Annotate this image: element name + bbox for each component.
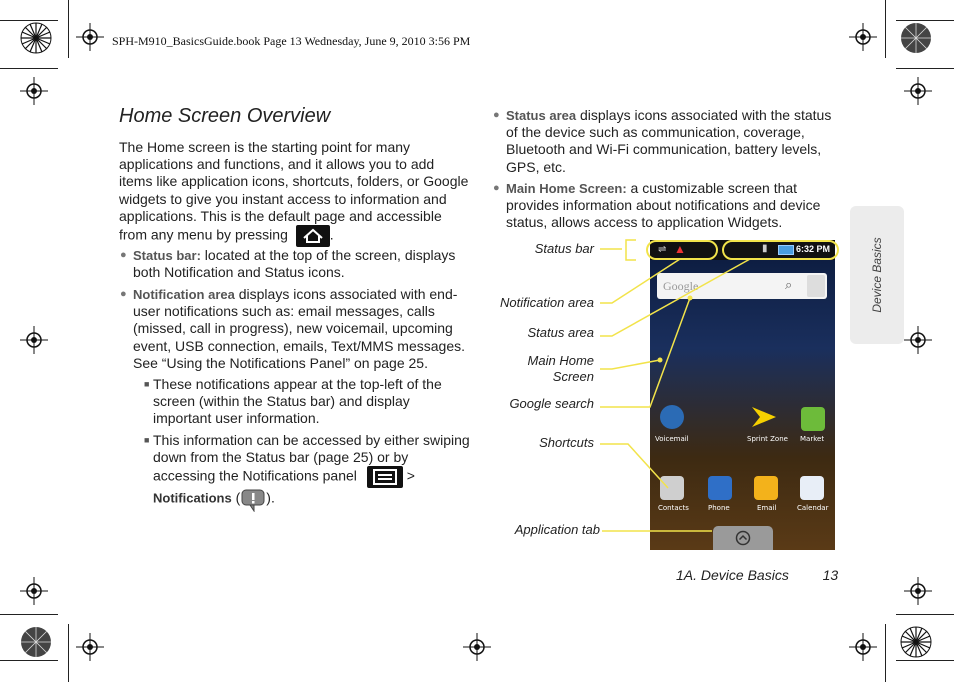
- signal-icon: ▮: [762, 243, 768, 254]
- print-header: SPH-M910_BasicsGuide.book Page 13 Wednesday, June 9, 2010 3:56 PM: [112, 34, 471, 48]
- callout-status-bar: Status bar: [534, 241, 594, 256]
- callout-shortcuts: Shortcuts: [539, 435, 594, 450]
- intro-text: The Home screen is the starting point for many applications and functions, and it allows you to add items like application icons, shortcuts, folders, or Google widgets to give you instant access to information and applications. This is the default page and accessible from any menu by pressing: [119, 139, 469, 243]
- bullet-text: displays icons associated with end-user notifications such as: email messages, calls (missed, call in progress), new voicemail, upcoming event, USB connection, emails, Text/MMS messages. See “Using the Notifications Panel” on page 25.: [133, 286, 465, 371]
- page-number: 13: [822, 567, 839, 583]
- page-footer: [676, 567, 838, 583]
- bullet-text: located at the top of the screen, displays both Notification and Status icons.: [133, 247, 456, 281]
- chapter-side-tab-label: Device Basics: [870, 237, 884, 313]
- bullet-term: Status area: [506, 108, 577, 123]
- bullet-term: Status bar:: [133, 248, 201, 263]
- phone-time: 6:32 PM: [796, 244, 831, 254]
- sub-bullet-text: This information can be accessed by either swiping down from the Status bar (page 25) or by accessing the Notifications panel: [153, 432, 470, 485]
- app-label: Phone: [708, 504, 730, 512]
- bullet-dot-icon: ●: [120, 249, 127, 261]
- chapter-side-tab: [850, 206, 904, 344]
- bullet-dot-icon: ●: [120, 288, 127, 300]
- sub-bullet-text: These notifications appear at the top-left of the screen (within the Status bar) and display important user information.: [153, 376, 442, 427]
- callout-main-home-line1: Main Home: [527, 353, 594, 368]
- google-search-placeholder: Google: [663, 279, 699, 293]
- intro-end: .: [329, 226, 334, 243]
- warning-icon: ▲: [674, 242, 686, 256]
- gt-sign: >: [406, 468, 415, 485]
- app-label: Contacts: [658, 504, 689, 512]
- page-title: Home Screen Overview: [119, 105, 331, 127]
- square-bullet-icon: ■: [144, 379, 150, 389]
- shortcut-label: Market: [800, 435, 825, 443]
- callout-application-tab: Application tab: [514, 522, 600, 537]
- bullet-term: Notification area: [133, 287, 235, 302]
- bullet-text: a customizable screen that provides information about notifications and device status, allows access to application Widgets.: [506, 180, 821, 231]
- bullet-text: displays icons associated with the status of the device such as communication, coverage, Bluetooth and Wi-Fi communication, battery levels, GPS, etc.: [506, 107, 832, 175]
- square-bullet-icon: ■: [144, 435, 150, 445]
- shortcut-label: Sprint Zone: [747, 435, 788, 443]
- bullet-dot-icon: ●: [493, 182, 500, 194]
- callout-main-home-line2: Screen: [552, 369, 594, 384]
- footer-section: 1A. Device Basics: [676, 567, 789, 583]
- bullet-term: Main Home Screen:: [506, 181, 627, 196]
- open-paren: (: [231, 490, 241, 507]
- bullet-dot-icon: ●: [493, 109, 500, 121]
- app-label: Calendar: [797, 504, 829, 512]
- callout-google-search: Google search: [509, 396, 594, 411]
- shortcut-label: Voicemail: [655, 435, 689, 443]
- search-icon[interactable]: ⌕: [785, 277, 793, 292]
- close-paren: ).: [266, 490, 275, 507]
- notifications-term: Notifications: [153, 491, 232, 507]
- app-label: Email: [757, 504, 777, 512]
- callout-notification-area: Notification area: [500, 295, 594, 310]
- callout-status-area: Status area: [527, 325, 594, 340]
- usb-icon: ⇌: [658, 244, 667, 255]
